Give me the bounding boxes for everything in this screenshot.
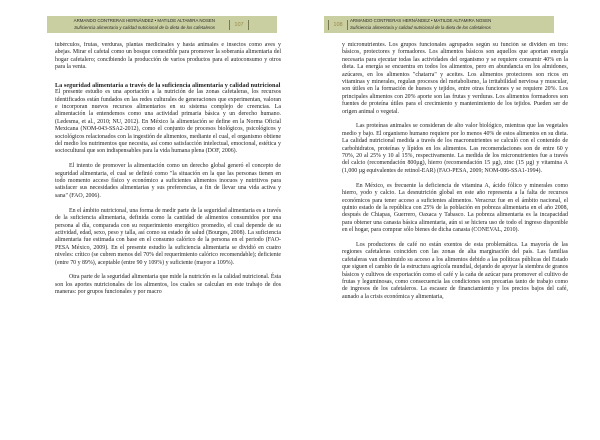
paragraph: Otra parte de la seguridad alimentaria que mide la nutrición es la calidad nutricional. Ésta son los aportes nutricionales de los alimentos, los cuales se calculan en este trabajo de dos maneras: por grupos funcionales y por macro: [55, 274, 281, 296]
paragraph: tubérculos, frutas, verduras, plantas medicinales y hasta animales e insectos como aves y abejas. Mirar el cafetal como un bosque comestible para promover la soberanía alimentaria del hogar cafetalero; concibiendo la producción de varios productos para el autoconsumo y otros para la venta.: [55, 42, 281, 71]
running-header-left: [47, 16, 277, 33]
paragraph: Las proteínas animales se consideran de alto valor biológico, mientras que las vegetales medio y bajo. El organismo humano requiere por lo menos 40% de estos alimentos en su dieta. La calidad nutricional medida a través de los macronutrientes se calculó con el contenido de carbohidratos, proteínas y lípidos en los alimentos. Las recomendaciones son de entre 60 y 70%, 20 al 25% y 10 al 15%, respectivamente. La medida de los micronutrientes fue a través del calcio (recomendación 800µg), hierro (recomendación 15 µg), zinc (15 µg) y vitamina A (1,000 µg equivalentes de retinol-EAR) (FAO-PESA, 2009; NOM-086-SSA1-1994).: [342, 123, 568, 174]
paragraph: En el ámbito nutricional, una forma de medir parte de la seguridad alimentaria es a través de la suficiencia alimentaria, definida como la cantidad de alimentos consumidos por una persona al día, comparada con su requerimiento energético promedio, el cual depende de su actividad, edad, sexo, peso y talla, así como su estado de salud (Bourges, 2008). La suficiencia alimentaria fue estimada con base en el consumo calórico de la persona en el periodo (FAO-PESA México, 2009). En el presente estudio la suficiencia alimentaria se dividió en cuatro niveles: crítico (se cubren menos del 70% del requerimiento calórico recomendable); deficiente (entre 70 y 89%), aceptable (entre 90 y 109%) y suficiente (mayor a 109%).: [55, 207, 281, 266]
header-title-left: Suficiencia alimentaria y calidad nutricional de la dieta de los cafetaleros: [74, 24, 215, 30]
paragraph: Los productores de café no están exentos de esta problemática. La mayoría de las regiones cafetaleras coinciden con las zonas de alta marginación del país. Las familias cafetaleras van disminuido su acceso a los alimentos debido a las políticas públicas del Estado que siguen el cambio de la estructura agrícola mundial, dejando de apoyar la siembra de granos básicos y cultivos de exportación como el café y la caña de azúcar para promover el cultivo de frutas y leguminosas, como consecuencia las condiciones son precarias tanto de trabajo como de ingresos de los cafetaleros. La escasez de financiamiento y los precios bajos del café, aunado a la crisis económica y alimentaria,: [342, 241, 568, 300]
header-title-right: Suficiencia alimentaria y calidad nutricional de la dieta de los cafetaleros: [350, 24, 491, 30]
paragraph: El presente estudio es una aportación a la nutrición de las zonas cafetaleras, los recursos identificados están fundados en las redes culturales de generaciones que experimentan, valoran e incorporan nuevos recursos alimentarios en su sistema complejo de creencias. La alimentación la entendemos como una actividad primaria básica y un derecho humano. (Ledesma, et al., 2010; NU, 2012). En México la alimentación se define en la Norma Oficial Mexicana (NOM-043-SSA2-2012), como el conjunto de procesos biológicos, psicológicos y sociológicos relacionados con la ingestión de alimentos, mediante el cual, el organismo obtiene del medio los nutrimentos que necesita, así como satisfacción intelectual, emocional, estética y sociocultural que son indispensables para la vida humana plena (DOF, 2006).: [55, 89, 281, 155]
header-authors-right: ARMANDO CONTRERAS HERNÁNDEZ • MATILDE ALTAMIRA NOSEN: [350, 18, 492, 23]
running-header-right: [324, 16, 554, 33]
header-text-right: [350, 18, 491, 31]
left-text-column: [55, 42, 281, 427]
header-authors-left: ARMANDO CONTRERAS HERNÁNDEZ • MATILDE ALTAMIRA NOSEN: [73, 18, 215, 23]
paragraph: El intento de promover la alimentación como un derecho global generó el concepto de seguridad alimentaria, el cual se definió como "la situación en la que las personas tienen en todo momento acceso físico y económico a suficientes alimentos inocuos y nutritivos para satisfacer sus necesidades alimentarias y sus preferencias, a fin de llevar una vida activa y sana" (FAO, 2006).: [55, 163, 281, 199]
header-text-left: [74, 18, 215, 31]
page-number-left: 107: [229, 20, 249, 30]
right-page: [300, 0, 600, 440]
right-text-column: [342, 42, 568, 427]
paragraph: En México, es frecuente la deficiencia de vitamina A, ácido fólico y minerales como hierro, yodo y calcio. La desnutrición global en este año representa a la falta de recursos económicos para tener acceso a suficientes alimentos. Veracruz fue en el ámbito nacional, el quinto estado de la república con 25% de la población en pobreza alimentaria en el año 2008, después de Chiapas, Guerrero, Oaxaca y Tabasco. La pobreza alimentaria es la incapacidad para obtener una canasta básica alimentaria, aún si se hiciera uso de todo el ingreso disponible en el hogar, para comprar sólo bienes de dicha canasta (CONEVAL, 2010).: [342, 182, 568, 234]
paragraph: y micronutrientes. Los grupos funcionales agrupados según su función se dividen en tres: básicos, protectores y formadores. Los alimentos básicos son aquellos que aportan energía necesaria para ejecutar todas las actividades del organismo y se requiere consumir 40% en la dieta. La energía se encuentra en todos los alimentos, pero en abundancia en los almidones, azúcares, en los alimentos "chatarra" y aceites. Los alimentos protectores son ricos en vitaminas y minerales, regulan procesos del metabolismo, la irritabilidad nerviosa y muscular, son útiles en la formación de huesos y tejidos, entre otras funciones y se requiere 20%. Los principales alimentos con 20% aporte son las frutas y verduras. Los alimentos formadores son fuentes de proteína útiles para el crecimiento y mantenimiento de los tejidos. Pueden ser de origen animal o vegetal.: [342, 42, 568, 115]
section-heading: La seguridad alimentaria a través de la suficiencia alimentaria y calidad nutricional: [55, 81, 281, 89]
page-number-right: 108: [328, 20, 348, 30]
